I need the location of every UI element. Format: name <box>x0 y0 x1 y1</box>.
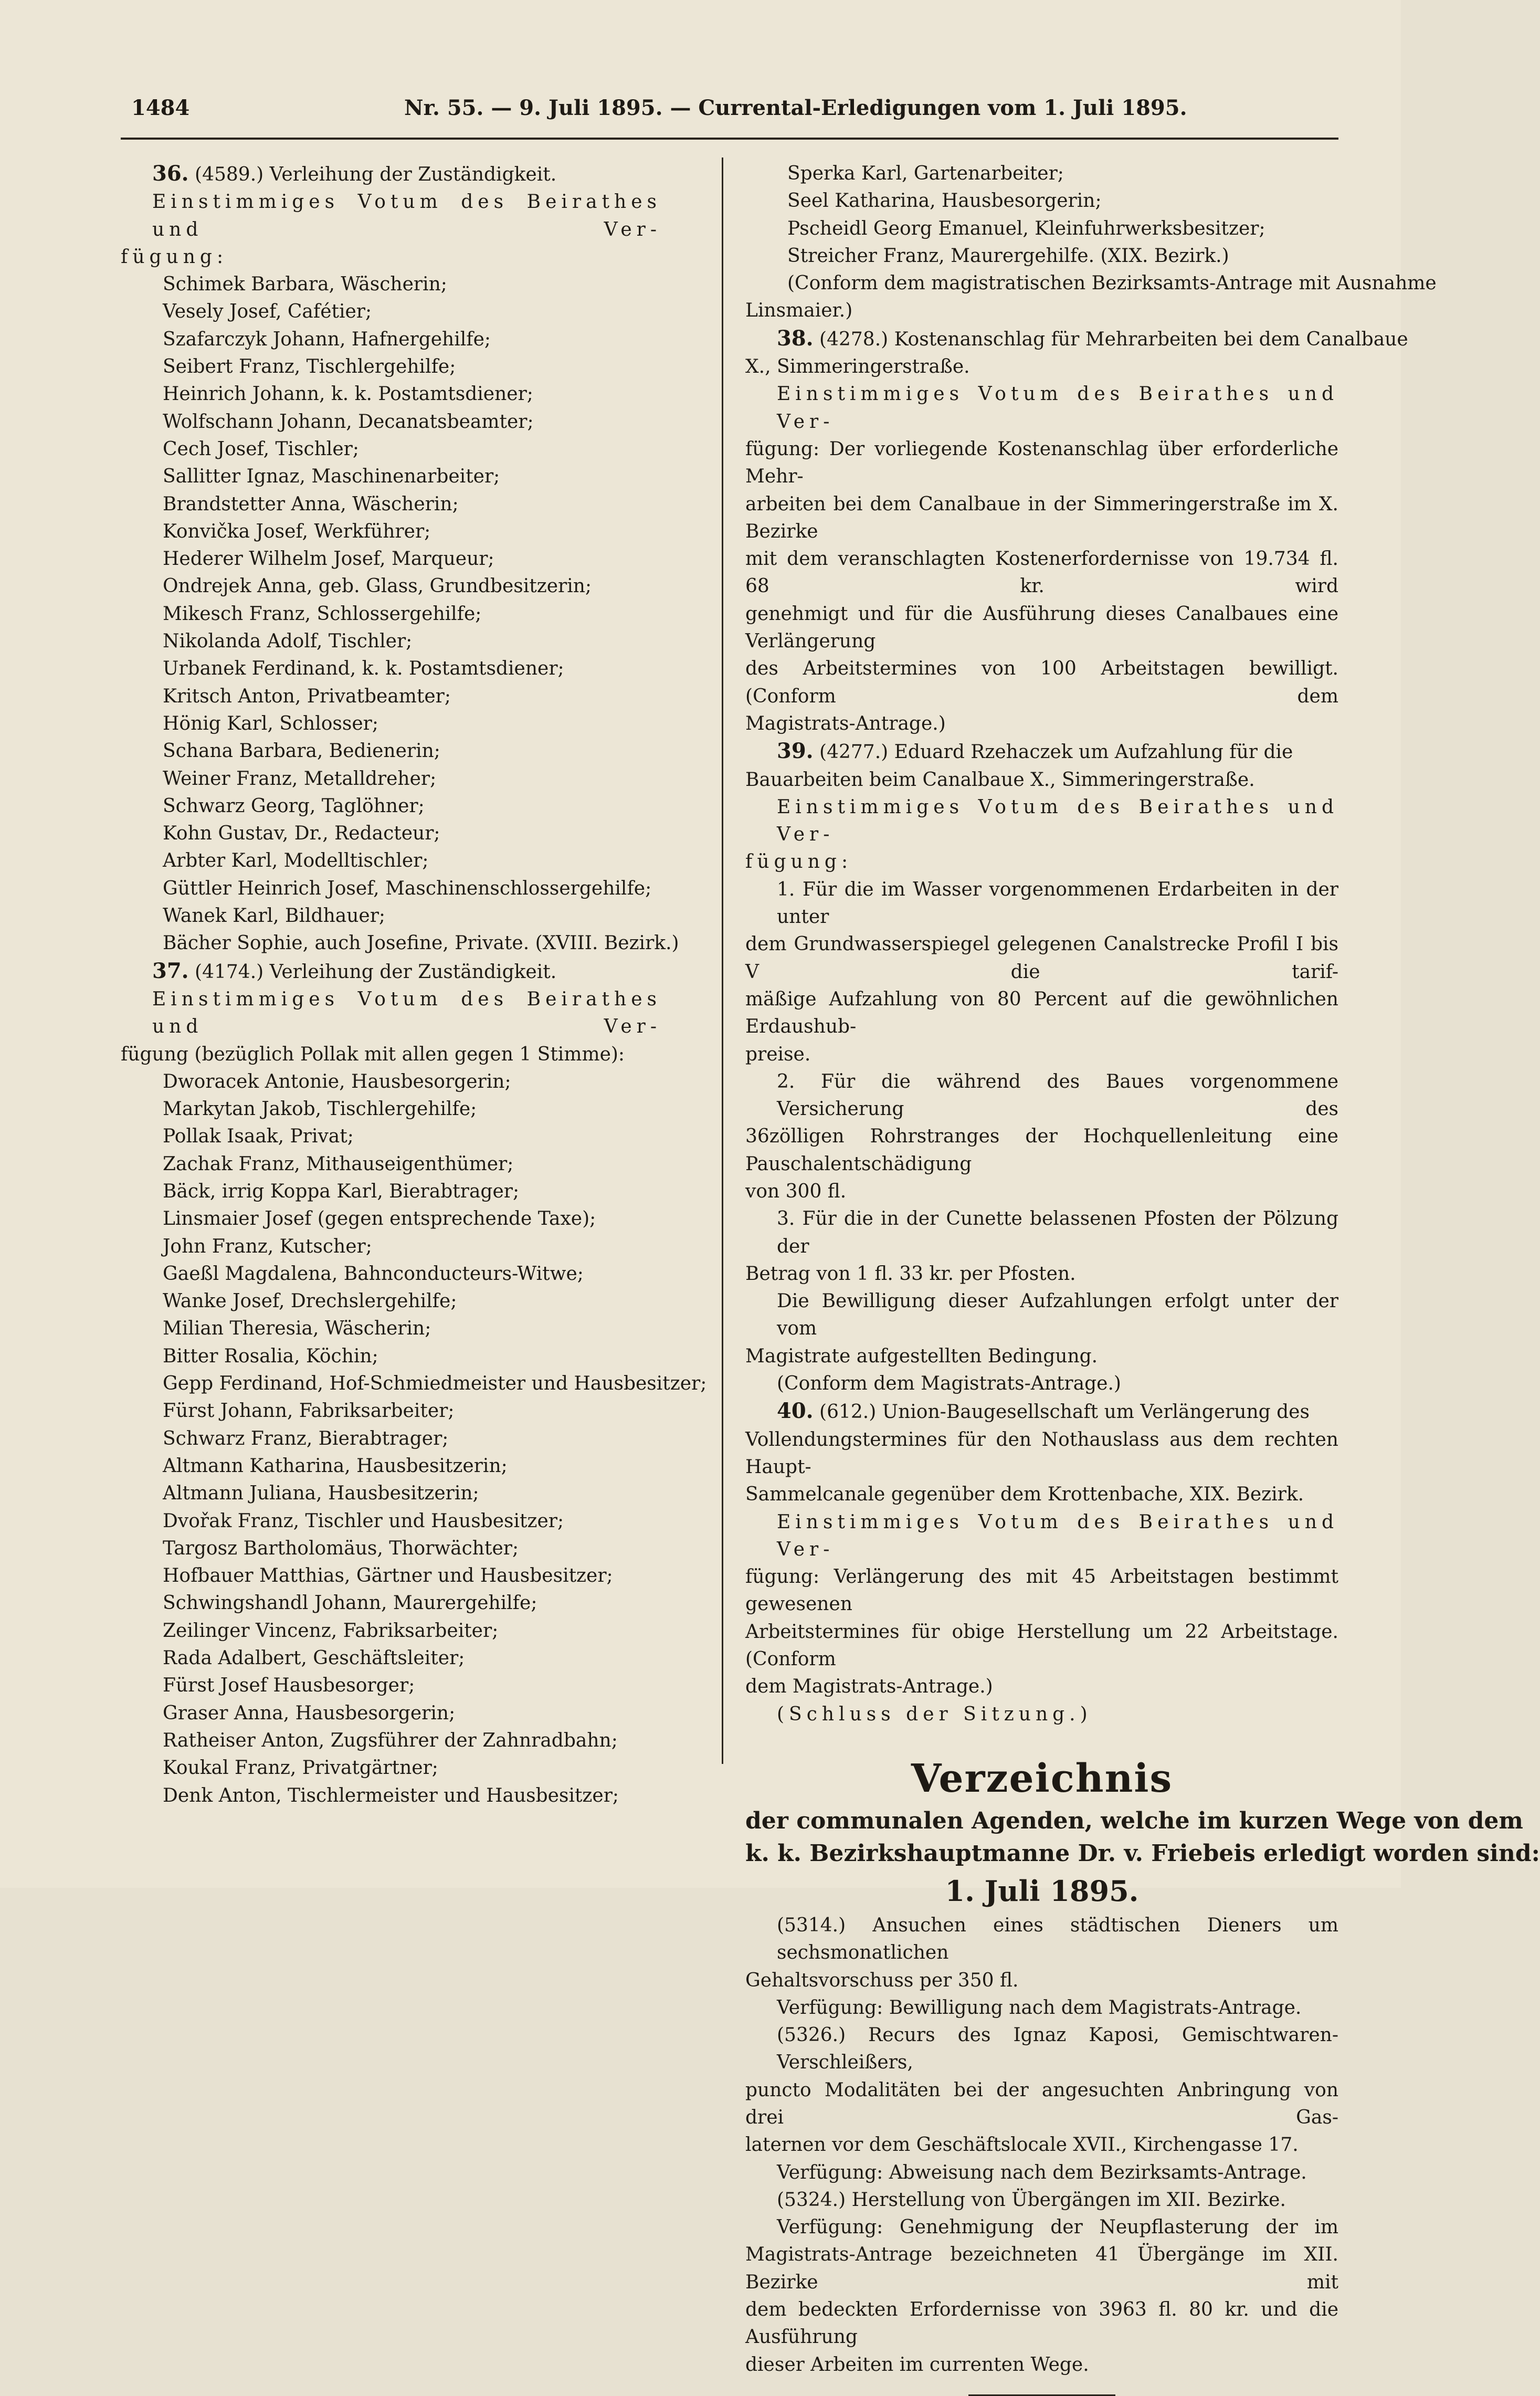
text-line: X., Simmeringerstraße. <box>745 356 970 378</box>
item-40-votum: Einstimmiges Votum des Beirathes und Ver- <box>777 1511 1338 1560</box>
item-39-number: 39. <box>777 739 814 764</box>
list-item: Sallitter Ignaz, Maschinenarbeiter; <box>163 466 500 488</box>
text-line: dem Grundwasserspiegel gelegenen Canalstrecke Profil I bis V die tarif- <box>745 933 1338 983</box>
list-item: Dworacek Antonie, Hausbesorgerin; <box>163 1070 511 1092</box>
text-line: Verfügung: Abweisung nach dem Bezirksamts-Antrage. <box>777 2161 1307 2183</box>
list-item: Markytan Jakob, Tischlergehilfe; <box>163 1098 477 1120</box>
list-item: Szafarczyk Johann, Hafnergehilfe; <box>163 328 491 350</box>
list-item: Fürst Josef Hausbesorger; <box>163 1675 415 1697</box>
list-item: Denk Anton, Tischlermeister und Hausbesitzer; <box>163 1784 619 1806</box>
list-item: Targosz Bartholomäus, Thorwächter; <box>163 1537 519 1559</box>
list-item: Urbanek Ferdinand, k. k. Postamtsdiener; <box>163 658 564 680</box>
verzeichnis-subtitle-1: der communalen Agenden, welche im kurzen Wege von dem <box>745 1807 1523 1834</box>
text-line: von 300 fl. <box>745 1180 847 1202</box>
list-item: Rada Adalbert, Geschäftsleiter; <box>163 1647 465 1669</box>
list-item: Cech Josef, Tischler; <box>163 438 359 460</box>
text-line: Gehaltsvorschuss per 350 fl. <box>745 1969 1019 1991</box>
list-item: Wolfschann Johann, Decanatsbeamter; <box>163 411 534 433</box>
text-line: Sammelcanale gegenüber dem Krottenbache, XIX. Bezirk. <box>745 1484 1304 1506</box>
list-item: Schwarz Georg, Taglöhner; <box>163 795 425 817</box>
text-line: (5314.) Ansuchen eines städtischen Dieners um sechsmonatlichen <box>777 1914 1338 1964</box>
text-line: des Arbeitstermines von 100 Arbeitstagen bewilligt. (Conform dem <box>745 658 1338 707</box>
item-36-votum-cont: fügung: <box>121 246 228 268</box>
item-37-votum-cont: fügung (bezüglich Pollak mit allen gegen 1 Stimme): <box>121 1043 625 1065</box>
list-item: Milian Theresia, Wäscherin; <box>163 1318 431 1340</box>
list-item: Schwingshandl Johann, Maurergehilfe; <box>163 1592 537 1614</box>
text-line: fügung: Verlängerung des mit 45 Arbeitstagen bestimmt gewesenen <box>745 1566 1338 1615</box>
list-item: Bäck, irrig Koppa Karl, Bierabtrager; <box>163 1180 520 1202</box>
text-line: Arbeitstermines für obige Herstellung um 22 Arbeitstage. (Conform <box>745 1621 1338 1670</box>
list-item: Hofbauer Matthias, Gärtner und Hausbesitzer; <box>163 1565 613 1587</box>
list-item: Altmann Katharina, Hausbesitzerin; <box>163 1455 508 1477</box>
list-item: Graser Anna, Hausbesorgerin; <box>163 1702 456 1724</box>
text-line: (5326.) Recurs des Ignaz Kaposi, Gemischtwaren-Verschleißers, <box>777 2024 1338 2074</box>
list-item: Ratheiser Anton, Zugsführer der Zahnradbahn; <box>163 1729 618 1751</box>
text-line: Magistrats-Antrage bezeichneten 41 Übergänge im XII. Bezirke mit <box>745 2244 1338 2293</box>
list-item: Seibert Franz, Tischlergehilfe; <box>163 356 456 378</box>
list-item: Hederer Wilhelm Josef, Marqueur; <box>163 548 494 570</box>
item-36-heading <box>121 160 661 188</box>
item-40-heading: 40. (612.) Union-Baugesellschaft um Verlängerung des <box>777 1399 1310 1424</box>
header-title: Nr. 55. — 9. Juli 1895. — Currental-Erledigungen vom 1. Juli 1895. <box>404 96 1187 120</box>
list-item: Schimek Barbara, Wäscherin; <box>163 274 447 296</box>
list-item: Koukal Franz, Privatgärtner; <box>163 1757 438 1779</box>
header-rule <box>121 138 1338 140</box>
conform-note: (Conform dem magistratischen Bezirksamts-Antrage mit Ausnahme <box>787 272 1437 295</box>
list-item: Dvořak Franz, Tischler und Hausbesitzer; <box>163 1510 564 1532</box>
list-item: Konvička Josef, Werkführer; <box>163 520 431 542</box>
list-item: Pscheidl Georg Emanuel, Kleinfuhrwerksbesitzer; <box>787 217 1265 239</box>
text-line: Die Bewilligung dieser Aufzahlungen erfolgt unter der vom <box>777 1290 1338 1340</box>
list-item: Vesely Josef, Cafétier; <box>163 301 372 323</box>
right-column <box>745 160 1540 2396</box>
list-item: Heinrich Johann, k. k. Postamtsdiener; <box>163 383 533 405</box>
text-line: 1. Für die im Wasser vorgenommenen Erdarbeiten in der unter <box>777 878 1338 928</box>
item-38-heading: 38. (4278.) Kostenanschlag für Mehrarbeiten bei dem Canalbaue <box>777 325 1408 351</box>
item-37-heading-text: (4174.) Verleihung der Zuständigkeit. <box>188 961 557 983</box>
item-38-votum: Einstimmiges Votum des Beirathes und Ver- <box>777 383 1338 433</box>
list-item: Wanek Karl, Bildhauer; <box>163 905 386 927</box>
page-number: 1484 <box>131 96 190 120</box>
session-end: (Schluss der Sitzung.) <box>777 1703 1092 1725</box>
text-line: mit dem veranschlagten Kostenerfordernisse von 19.734 fl. 68 kr. wird <box>745 548 1338 597</box>
item-37-votum: Einstimmiges Votum des Beirathes und Ver- <box>152 988 661 1038</box>
list-item: Ondrejek Anna, geb. Glass, Grundbesitzerin; <box>163 575 592 597</box>
list-item: Zachak Franz, Mithauseigenthümer; <box>163 1153 514 1175</box>
conform-note-cont: Linsmaier.) <box>745 300 853 322</box>
list-item: Nikolanda Adolf, Tischler; <box>163 630 413 653</box>
list-item: Seel Katharina, Hausbesorgerin; <box>787 190 1102 212</box>
column-divider <box>722 157 723 1764</box>
text-line: Magistrate aufgestellten Bedingung. <box>745 1345 1098 1367</box>
item-40-number: 40. <box>777 1399 814 1424</box>
list-item: John Franz, Kutscher; <box>163 1235 372 1257</box>
list-item: Güttler Heinrich Josef, Maschinenschlossergehilfe; <box>163 877 652 899</box>
text-line: mäßige Aufzahlung von 80 Percent auf die gewöhnlichen Erdaushub- <box>745 988 1338 1038</box>
text-line: dem bedeckten Erfordernisse von 3963 fl. 80 kr. und die Ausführung <box>745 2299 1338 2348</box>
text-line: Verfügung: Bewilligung nach dem Magistrats-Antrage. <box>777 1996 1302 2019</box>
page-header <box>131 96 1244 127</box>
item-39-votum: Einstimmiges Votum des Beirathes und Ver- <box>777 796 1338 846</box>
text-line: Betrag von 1 fl. 33 kr. per Pfosten. <box>745 1263 1076 1285</box>
list-item: Gepp Ferdinand, Hof-Schmiedmeister und Hausbesitzer; <box>163 1373 707 1395</box>
verzeichnis-title: Verzeichnis <box>911 1756 1173 1801</box>
list-item: Zeilinger Vincenz, Fabriksarbeiter; <box>163 1620 499 1642</box>
list-item: Sperka Karl, Gartenarbeiter; <box>787 163 1064 184</box>
list-item: Pollak Isaak, Privat; <box>163 1126 354 1148</box>
verzeichnis-subtitle-2: k. k. Bezirkshauptmanne Dr. v. Friebeis erledigt worden sind: <box>745 1840 1540 1867</box>
text-line: dem Magistrats-Antrage.) <box>745 1676 993 1698</box>
text-line: dieser Arbeiten im currenten Wege. <box>745 2353 1089 2376</box>
list-item: Brandstetter Anna, Wäscherin; <box>163 493 459 515</box>
item-39-heading: 39. (4277.) Eduard Rzehaczek um Aufzahlung für die <box>777 739 1293 764</box>
list-item: Bitter Rosalia, Köchin; <box>163 1345 378 1367</box>
item-36-heading-text: (4589.) Verleihung der Zuständigkeit. <box>188 164 557 185</box>
text-line: Vollendungstermines für den Nothauslass aus dem rechten Haupt- <box>745 1428 1338 1478</box>
item-37-number: 37. <box>152 958 189 983</box>
list-item: Altmann Juliana, Hausbesitzerin; <box>163 1483 479 1505</box>
list-item: Schwarz Franz, Bierabtrager; <box>163 1427 449 1449</box>
list-item: Wanke Josef, Drechslergehilfe; <box>163 1290 457 1312</box>
list-item: Kritsch Anton, Privatbeamter; <box>163 685 451 707</box>
text-line: laternen vor dem Geschäftslocale XVII., Kirchengasse 17. <box>745 2134 1299 2156</box>
text-line: fügung: Der vorliegende Kostenanschlag über erforderliche Mehr- <box>745 438 1338 488</box>
list-item: Bächer Sophie, auch Josefine, Private. (XVIII. Bezirk.) <box>163 932 679 954</box>
list-item: Weiner Franz, Metalldreher; <box>163 768 437 790</box>
text-line: genehmigt und für die Ausführung dieses Canalbaues eine Verlängerung <box>745 603 1338 653</box>
list-item: Streicher Franz, Maurergehilfe. (XIX. Bezirk.) <box>787 245 1229 267</box>
text-line: 2. Für die während des Baues vorgenommene Versicherung des <box>777 1070 1338 1120</box>
verzeichnis-date: 1. Juli 1895. <box>945 1874 1139 1908</box>
text-line: Verfügung: Genehmigung der Neupflasterung der im <box>777 2216 1338 2239</box>
list-item: Gaeßl Magdalena, Bahnconducteurs-Witwe; <box>163 1263 584 1285</box>
text-line: 3. Für die in der Cunette belassenen Pfosten der Pölzung der <box>777 1208 1338 1257</box>
item-38-number: 38. <box>777 325 814 351</box>
list-item: Mikesch Franz, Schlossergehilfe; <box>163 603 482 625</box>
item-37-heading <box>121 958 661 986</box>
text-line: Magistrats-Antrage.) <box>745 712 946 734</box>
list-item: Hönig Karl, Schlosser; <box>163 712 379 734</box>
item-36-votum: Einstimmiges Votum des Beirathes und Ver- <box>152 191 661 240</box>
text-line: 36zölligen Rohrstranges der Hochquellenleitung eine Pauschalentschädigung <box>745 1126 1338 1175</box>
text-line: fügung: <box>745 851 853 873</box>
text-line: (Conform dem Magistrats-Antrage.) <box>777 1373 1121 1395</box>
text-line: (5324.) Herstellung von Übergängen im XII. Bezirke. <box>777 2189 1286 2211</box>
text-line: puncto Modalitäten bei der angesuchten Anbringung von drei Gas- <box>745 2079 1338 2128</box>
item-36-number: 36. <box>152 161 189 186</box>
list-item: Arbter Karl, Modelltischler; <box>163 850 429 872</box>
left-column <box>121 160 707 1810</box>
list-item: Kohn Gustav, Dr., Redacteur; <box>163 823 440 845</box>
list-item: Schana Barbara, Bedienerin; <box>163 740 440 762</box>
list-item: Linsmaier Josef (gegen entsprechende Taxe); <box>163 1208 596 1230</box>
text-line: preise. <box>745 1043 811 1065</box>
list-item: Fürst Johann, Fabriksarbeiter; <box>163 1400 455 1422</box>
text-line: Bauarbeiten beim Canalbaue X., Simmeringerstraße. <box>745 769 1255 791</box>
text-line: arbeiten bei dem Canalbaue in der Simmeringerstraße im X. Bezirke <box>745 493 1338 542</box>
